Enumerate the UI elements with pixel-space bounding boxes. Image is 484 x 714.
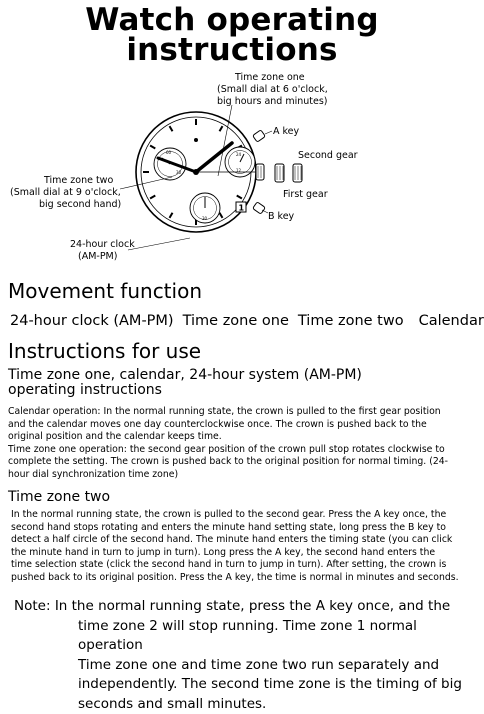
function-calendar: Calendar: [419, 313, 484, 329]
movement-heading: Movement function: [8, 279, 202, 303]
note-line-4: independently. The second time zone is the timing of big: [14, 675, 462, 695]
crown-first-gear: [275, 164, 284, 182]
tz2-label: Time zone two (Small dial at 9 o'clock, big second hand): [10, 175, 124, 210]
subdial-3: [225, 147, 255, 177]
function-tz1: Time zone one: [183, 313, 289, 329]
note-line-2: time zone 2 will stop running. Time zone 1 normal operation: [14, 617, 462, 656]
svg-text:1: 1: [239, 204, 245, 213]
page-title-line2: instructions: [0, 34, 464, 66]
svg-text:30: 30: [202, 216, 208, 221]
section1-text: Calendar operation: In the normal running state, the crown is pulled to the first gear position and the calendar moves one day counterclockwise once. The crown is pushed back to the original position and the calendar keeps time. Time zone one operation: the second gear position of the crown pull stop rotates clockwise to complete the setting. The crown is pushed back to the original position for normal timing. (24-hour dial synchronization time zone): [8, 406, 458, 482]
page-title-line1: Watch operating: [0, 4, 464, 36]
crown-position-0: [256, 164, 264, 180]
instructions-heading: Instructions for use: [8, 339, 201, 363]
note-label: Note:: [14, 598, 51, 614]
section2-text: In the normal running state, the crown is pulled to the second gear. Press the A key once, the second hand stops rotating and enters the minute hand setting state, long press the B key to detect a half circle of the second hand. The minute hand enters the timing state (you can click the minute hand in turn to jump in turn). Long press the A key, the second hand enters the time selection state (click the second hand in turn to jump in turn). After setting, the crown is pushed back to its original position. Press the A key, the time is normal in minutes and seconds.: [11, 509, 459, 585]
svg-text:30: 30: [176, 170, 182, 175]
first-gear-label: First gear: [283, 189, 328, 200]
a-key-pusher: [253, 130, 266, 142]
date-window: [236, 202, 246, 213]
note-line-5: seconds and small minutes.: [14, 695, 462, 714]
watch-diagram: [0, 70, 464, 270]
section2-title: Time zone two: [8, 490, 110, 505]
function-24h: 24-hour clock (AM-PM): [10, 313, 174, 329]
b-key-label: B key: [268, 211, 295, 222]
second-gear-label: Second gear: [298, 150, 358, 161]
section1-title: Time zone one, calendar, 24-hour system (AM-PM) operating instructions: [8, 368, 362, 398]
svg-text:12: 12: [236, 168, 242, 173]
tz1-label: Time zone one (Small dial at 6 o'clock, big hours and minutes): [217, 72, 331, 107]
note-line-1: In the normal running state, press the A key once, and the: [55, 598, 450, 614]
subdial-12: [194, 138, 198, 142]
clock24-label: 24-hour clock (AM-PM): [70, 239, 138, 262]
a-key-label: A key: [273, 126, 300, 137]
b-key-pusher: [253, 202, 266, 214]
function-tz2: Time zone two: [298, 313, 404, 329]
svg-text:60: 60: [166, 150, 172, 155]
crown-second-gear: [293, 164, 302, 182]
note-block: [14, 597, 462, 714]
note-line-3: Time zone one and time zone two run separately and: [14, 656, 462, 676]
svg-text:24: 24: [236, 152, 242, 157]
movement-function-list: [10, 313, 460, 329]
subdial-6: [190, 193, 220, 223]
